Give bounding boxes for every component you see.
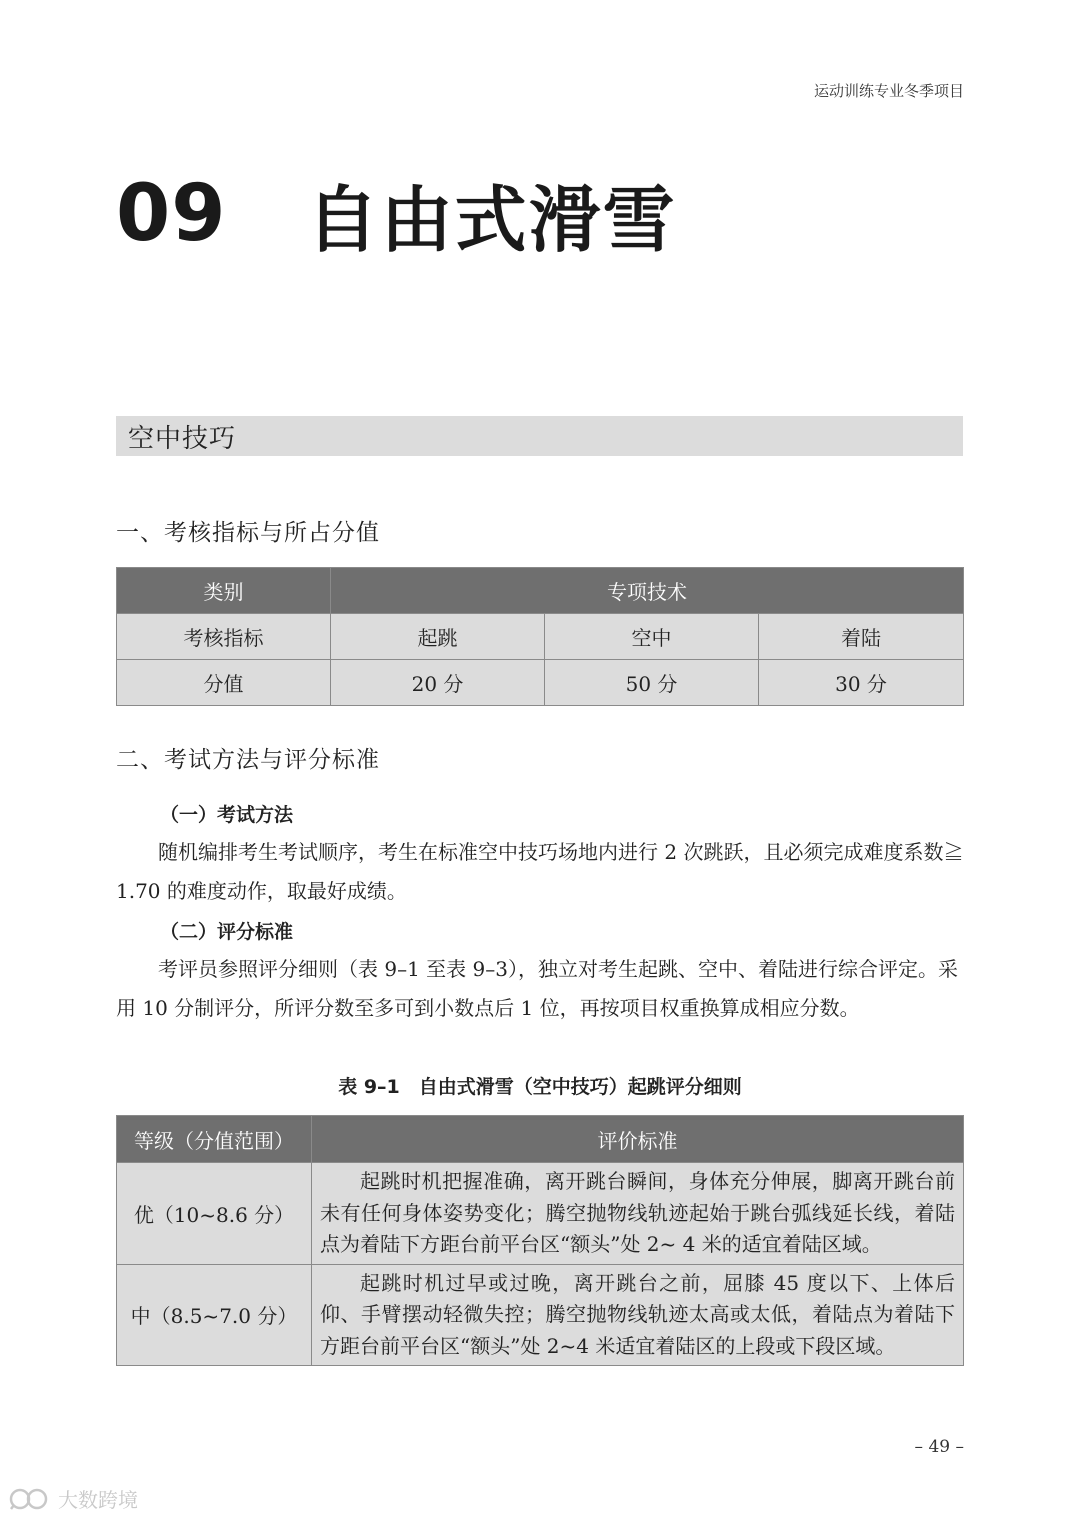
table-row [117,1264,964,1366]
table-cell: 50 分 [545,660,759,706]
section-bar [116,416,963,456]
table-header-cell: 评价标准 [312,1116,964,1163]
chapter-number: 09 [116,169,227,259]
table-row [117,660,964,706]
running-header: 运动训练专业冬季项目 [813,82,964,100]
paragraph-method: 随机编排考生考试顺序，考生在标准空中技巧场地内进行 2 次跳跃，且必须完成难度系数≧ 1.70 的难度动作，取最好成绩。 [116,840,964,903]
heading-part2: 二、考试方法与评分标准 [116,747,380,773]
table-cell: 起跳 [331,614,545,660]
table-cell: 着陆 [759,614,964,660]
subheading-method: （一）考试方法 [160,804,294,826]
table-cell: 30 分 [759,660,964,706]
heading-part1: 一、考核指标与所占分值 [116,520,380,546]
section-title: 空中技巧 [128,423,237,454]
watermark-text: 大数跨境 [58,1488,138,1512]
table-cell: 20 分 [331,660,545,706]
score-table [116,567,964,706]
table-header-cell: 专项技术 [331,568,964,614]
paragraph-criteria: 考评员参照评分细则（表 9–1 至表 9–3），独立对考生起跳、空中、着陆进行综合评定。采用 10 分制评分，所评分数至多可到小数点后 1 位，再按项目权重换算成相应分数。 [116,957,958,1020]
table-header-row [117,1116,964,1163]
table-header-row [117,568,964,614]
chapter-title [116,168,677,260]
criteria-cell: 起跳时机过早或过晚，离开跳台之前，屈膝 45 度以下、上体后仰、手臂摆动轻微失控；腾空抛物线轨迹太高或太低，着陆点为着陆下方距台前平台区“额头”处 2~4 米适宜着陆区的上段或下段区域。 [312,1264,964,1366]
chapter-name: 自由式滑雪 [306,178,677,262]
criteria-cell: 起跳时机把握准确，离开跳台瞬间，身体充分伸展，脚离开跳台前未有任何身体姿势变化；腾空抛物线轨迹起始于跳台弧线延长线，着陆点为着陆下方距台前平台区“额头”处 2~ 4 米的适宜着陆区域。 [312,1163,964,1265]
table-cell: 空中 [545,614,759,660]
table-cell: 考核指标 [117,614,331,660]
table-header-cell: 类别 [117,568,331,614]
table-cell: 分值 [117,660,331,706]
watermark [8,1484,138,1513]
subheading-criteria: （二）评分标准 [160,921,294,943]
grade-cell: 优（10~8.6 分） [117,1163,312,1265]
table-header-cell: 等级（分值范围） [117,1116,312,1163]
table-row [117,1163,964,1265]
grade-cell: 中（8.5~7.0 分） [117,1264,312,1366]
scoring-detail-table [116,1115,964,1366]
page-number: – 49 – [914,1437,964,1457]
watermark-logo-icon [8,1487,52,1511]
table-row [117,614,964,660]
table-caption: 表 9–1 自由式滑雪（空中技巧）起跳评分细则 [338,1076,742,1098]
